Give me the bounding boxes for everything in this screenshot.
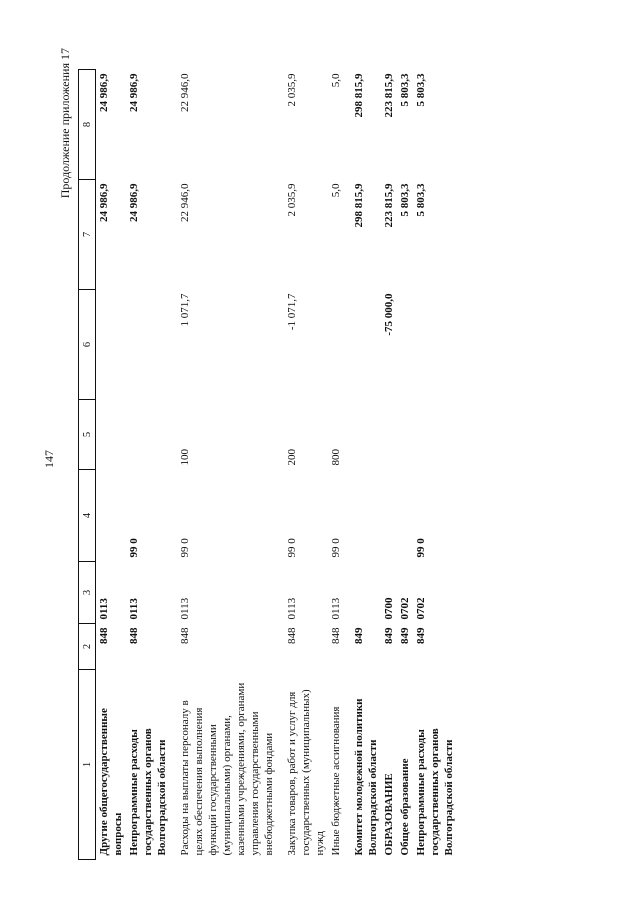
cell-section: 0113	[179, 597, 191, 620]
cell-name: Непрограммные расходы государственных органов Волгоградской области	[415, 728, 455, 856]
header-col-3: 3	[79, 562, 96, 624]
table-row	[328, 70, 344, 860]
cell-target: 99 0	[128, 538, 140, 558]
cell-target: 99 0	[415, 538, 427, 558]
header-col-6: 6	[79, 290, 96, 400]
cell-target: 99 0	[330, 538, 342, 558]
table-row	[413, 70, 457, 860]
cell-amount: 5 803,3	[415, 183, 427, 217]
cell-target	[397, 470, 413, 562]
header-col-4: 4	[79, 470, 96, 562]
cell-ministry: 849	[415, 627, 427, 644]
header-col-8: 8	[79, 70, 96, 180]
cell-target	[344, 470, 381, 562]
cell-target	[96, 470, 127, 562]
cell-total: 5 803,3	[399, 73, 411, 107]
cell-target: 99 0	[179, 538, 191, 558]
cell-section: 0113	[98, 598, 110, 620]
cell-ministry: 849	[383, 627, 395, 644]
cell-expense-type	[397, 400, 413, 470]
table-row	[96, 70, 127, 860]
cell-section: 0113	[330, 597, 342, 620]
cell-total: 22 946,0	[179, 73, 191, 112]
cell-ministry: 849	[399, 627, 411, 644]
cell-section: 0700	[383, 597, 395, 620]
cell-expense-type	[96, 400, 127, 470]
cell-total: 5,0	[330, 73, 342, 88]
header-col-1: 1	[79, 670, 96, 860]
table-row	[277, 70, 328, 860]
cell-ministry: 848	[98, 627, 110, 644]
cell-amount: 24 986,9	[128, 183, 140, 222]
cell-change	[344, 290, 381, 400]
page-number: 147	[42, 450, 56, 468]
cell-section: 0702	[415, 597, 427, 620]
cell-ministry: 849	[353, 627, 365, 644]
cell-amount: 5 803,3	[399, 183, 411, 217]
cell-target: 99 0	[286, 538, 298, 558]
cell-name: Общее образование	[399, 758, 411, 856]
cell-expense-type	[344, 400, 381, 470]
cell-section: 0113	[128, 598, 140, 620]
cell-change	[397, 290, 413, 400]
cell-amount: 2 035,9	[286, 183, 298, 217]
cell-expense-type: 100	[179, 449, 191, 466]
cell-change	[328, 290, 344, 400]
cell-amount: 22 946,0	[179, 183, 191, 222]
cell-target	[381, 470, 397, 562]
cell-total: 5 803,3	[415, 73, 427, 107]
cell-name: Закупка товаров, работ и услуг для государственных (муниципальных) нужд	[286, 689, 326, 856]
cell-section: 0702	[399, 597, 411, 620]
table-row	[170, 70, 277, 860]
cell-change	[126, 290, 170, 400]
cell-name: Другие общегосударственные вопросы	[98, 708, 124, 856]
cell-ministry: 848	[128, 627, 140, 644]
cell-expense-type: 200	[286, 449, 298, 466]
cell-amount: 24 986,9	[98, 183, 110, 222]
cell-name: ОБРАЗОВАНИЕ	[383, 773, 395, 856]
cell-total: 24 986,9	[128, 73, 140, 112]
cell-expense-type	[126, 400, 170, 470]
cell-total: 24 986,9	[98, 73, 110, 112]
cell-change: -75 000,0	[383, 293, 395, 336]
cell-expense-type	[381, 400, 397, 470]
header-row	[79, 70, 96, 860]
table-row	[344, 70, 381, 860]
cell-change: -1 071,7	[286, 293, 298, 331]
appendix-subtitle: Продолжение приложения 17	[58, 48, 72, 199]
cell-change: 1 071,7	[179, 293, 191, 327]
rotated-page	[30, 38, 630, 868]
cell-amount: 5,0	[330, 183, 342, 198]
cell-section: 0113	[286, 597, 298, 620]
cell-name: Расходы на выплаты персоналу в целях обеспечения выполнения функций государственными (муниципальными) органами, казенными учреждениями, органами управления государственными внебюджетными фондами	[179, 682, 275, 856]
cell-total: 2 035,9	[286, 73, 298, 107]
cell-expense-type	[413, 400, 457, 470]
cell-change	[96, 290, 127, 400]
cell-name: Непрограммные расходы государственных органов Волгоградской области	[128, 728, 168, 856]
header-col-2: 2	[79, 624, 96, 670]
table-row	[397, 70, 413, 860]
cell-section	[344, 562, 381, 624]
cell-name: Комитет молодежной политики Волгоградской области	[353, 698, 379, 856]
cell-amount: 223 815,9	[383, 183, 395, 228]
cell-ministry: 848	[330, 627, 342, 644]
table-row	[126, 70, 170, 860]
cell-ministry: 848	[179, 627, 191, 644]
header-col-7: 7	[79, 180, 96, 290]
cell-change	[413, 290, 457, 400]
cell-name: Иные бюджетные ассигнования	[330, 706, 342, 856]
cell-amount: 298 815,9	[353, 183, 365, 228]
header-col-5: 5	[79, 400, 96, 470]
budget-table	[78, 69, 457, 860]
cell-ministry: 848	[286, 627, 298, 644]
cell-expense-type: 800	[330, 449, 342, 466]
table-row	[381, 70, 397, 860]
cell-total: 223 815,9	[383, 73, 395, 118]
cell-total: 298 815,9	[353, 73, 365, 118]
